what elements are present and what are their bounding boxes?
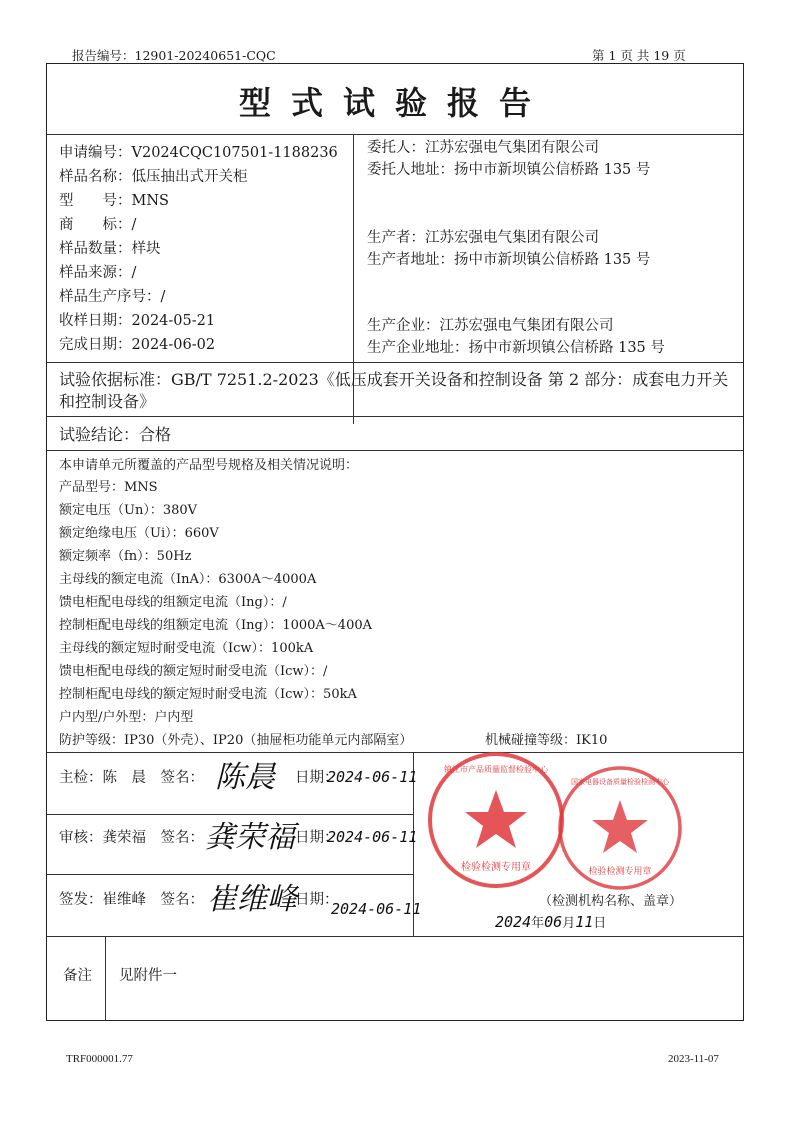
left-info-block bbox=[59, 143, 338, 359]
page-info: 第 1 页 共 19 页 bbox=[592, 48, 686, 63]
info-line: 收样日期：2024-05-21 bbox=[59, 313, 216, 329]
remarks-value: 见附件一 bbox=[119, 968, 177, 984]
form-number: TRF000001.77 bbox=[66, 1053, 133, 1065]
spec-line: 馈电柜配电母线的额定短时耐受电流（Icw）：/ bbox=[59, 664, 328, 679]
factory-address: 生产企业地址：扬中市新坝镇公信桥路 135 号 bbox=[367, 340, 665, 356]
divider bbox=[47, 416, 743, 417]
spec-line: 额定频率（fn）：50Hz bbox=[59, 549, 192, 564]
right-seal bbox=[560, 768, 680, 888]
producer-name: 生产者：江苏宏强电气集团有限公司 bbox=[367, 230, 599, 246]
inspector-role: 主检：陈 晨 签名： bbox=[59, 770, 204, 786]
info-line: 型 号：MNS bbox=[59, 193, 169, 209]
left-seal bbox=[430, 754, 562, 886]
info-line: 样品生产序号：/ bbox=[59, 289, 166, 305]
official-stamps bbox=[424, 748, 684, 898]
client-name: 委托人：江苏宏强电气集团有限公司 bbox=[367, 140, 599, 156]
producer-info bbox=[367, 228, 650, 272]
client-info bbox=[367, 138, 650, 182]
impact-rating: 机械碰撞等级：IK10 bbox=[485, 733, 608, 748]
day-unit: 日 bbox=[593, 916, 607, 931]
star-icon bbox=[465, 790, 527, 848]
issuer-date-label: 日期： bbox=[295, 892, 339, 908]
stamp-year: 2024 bbox=[495, 913, 532, 931]
star-icon bbox=[592, 800, 648, 853]
producer-address: 生产者地址：扬中市新坝镇公信桥路 135 号 bbox=[367, 252, 651, 268]
divider bbox=[105, 936, 106, 1020]
spec-line: 主母线的额定电流（InA）：6300A～4000A bbox=[59, 572, 317, 587]
reviewer-date-label: 日期： bbox=[295, 830, 339, 846]
info-line: 完成日期：2024-06-02 bbox=[59, 337, 216, 353]
right-seal-sub: 检验检测专用章 bbox=[588, 867, 652, 877]
spec-line: 馈电柜配电母线的组额定电流（Ing）：/ bbox=[59, 595, 287, 610]
stamp-date bbox=[495, 912, 606, 931]
stamp-caption: （检测机构名称、盖章） bbox=[539, 894, 683, 909]
spec-line: 户内型/户外型：户内型 bbox=[59, 710, 194, 725]
report-title: 型式试验报告 bbox=[238, 84, 551, 122]
report-number: 报告编号：12901-20240651-CQC bbox=[72, 48, 276, 63]
spec-line: 产品型号：MNS bbox=[59, 480, 158, 495]
reviewer-date: 2024-06-11 bbox=[327, 828, 418, 846]
info-line: 样品来源：/ bbox=[59, 265, 137, 281]
inspector-date: 2024-06-11 bbox=[327, 768, 418, 786]
form-date: 2023-11-07 bbox=[668, 1053, 719, 1065]
client-address: 委托人地址：扬中市新坝镇公信桥路 135 号 bbox=[367, 162, 651, 178]
divider bbox=[47, 936, 743, 937]
stamp-day: 11 bbox=[575, 913, 594, 931]
divider bbox=[47, 134, 743, 135]
issuer-signature: 崔维峰 bbox=[207, 882, 297, 917]
divider bbox=[47, 362, 743, 363]
issuer-role: 签发：崔维峰 签名： bbox=[59, 892, 204, 908]
issuer-date: 2024-06-11 bbox=[331, 900, 422, 918]
stamp-month: 06 bbox=[544, 913, 563, 931]
info-line: 商 标：/ bbox=[59, 217, 137, 233]
info-line: 样品名称：低压抽出式开关柜 bbox=[59, 169, 248, 185]
info-line: 样品数量：样块 bbox=[59, 241, 161, 257]
right-seal-text: 国家电器设备质量检验检测中心 bbox=[571, 778, 669, 786]
left-seal-sub: 检验检测专用章 bbox=[461, 862, 531, 873]
spec-line: 额定电压（Un）：380V bbox=[59, 503, 198, 518]
spec-line: 防护等级：IP30（外壳）、IP20（抽屉柜功能单元内部隔室） bbox=[59, 733, 413, 748]
year-unit: 年 bbox=[531, 916, 545, 931]
spec-intro: 本申请单元所覆盖的产品型号规格及相关情况说明： bbox=[59, 458, 359, 473]
spec-line: 控制柜配电母线的组额定电流（Ing）：1000A～400A bbox=[59, 618, 373, 633]
factory-info bbox=[367, 316, 665, 360]
info-line: 申请编号：V2024CQC107501-1188236 bbox=[59, 145, 338, 161]
divider bbox=[47, 450, 743, 451]
inspector-date-label: 日期： bbox=[295, 770, 339, 786]
spec-line: 控制柜配电母线的额定短时耐受电流（Icw）：50kA bbox=[59, 687, 357, 702]
month-unit: 月 bbox=[562, 916, 576, 931]
inspector-signature: 陈晨 bbox=[215, 760, 275, 795]
reviewer-role: 审核：龚荣福 签名： bbox=[59, 830, 204, 846]
factory-name: 生产企业：江苏宏强电气集团有限公司 bbox=[367, 318, 614, 334]
spec-line: 额定绝缘电压（Ui）：660V bbox=[59, 526, 219, 541]
spec-line: 主母线的额定短时耐受电流（Icw）：100kA bbox=[59, 641, 314, 656]
reviewer-signature: 龚荣福 bbox=[205, 820, 295, 855]
test-standard: 试验依据标准：GB/T 7251.2-2023《低压成套开关设备和控制设备 第 2 部分：成套电力开关和控制设备》 bbox=[59, 370, 729, 411]
left-seal-text: 镇江市产品质量监督检验中心 bbox=[444, 765, 548, 774]
test-conclusion: 试验结论：合格 bbox=[59, 425, 172, 444]
remarks-label: 备注 bbox=[63, 968, 92, 984]
